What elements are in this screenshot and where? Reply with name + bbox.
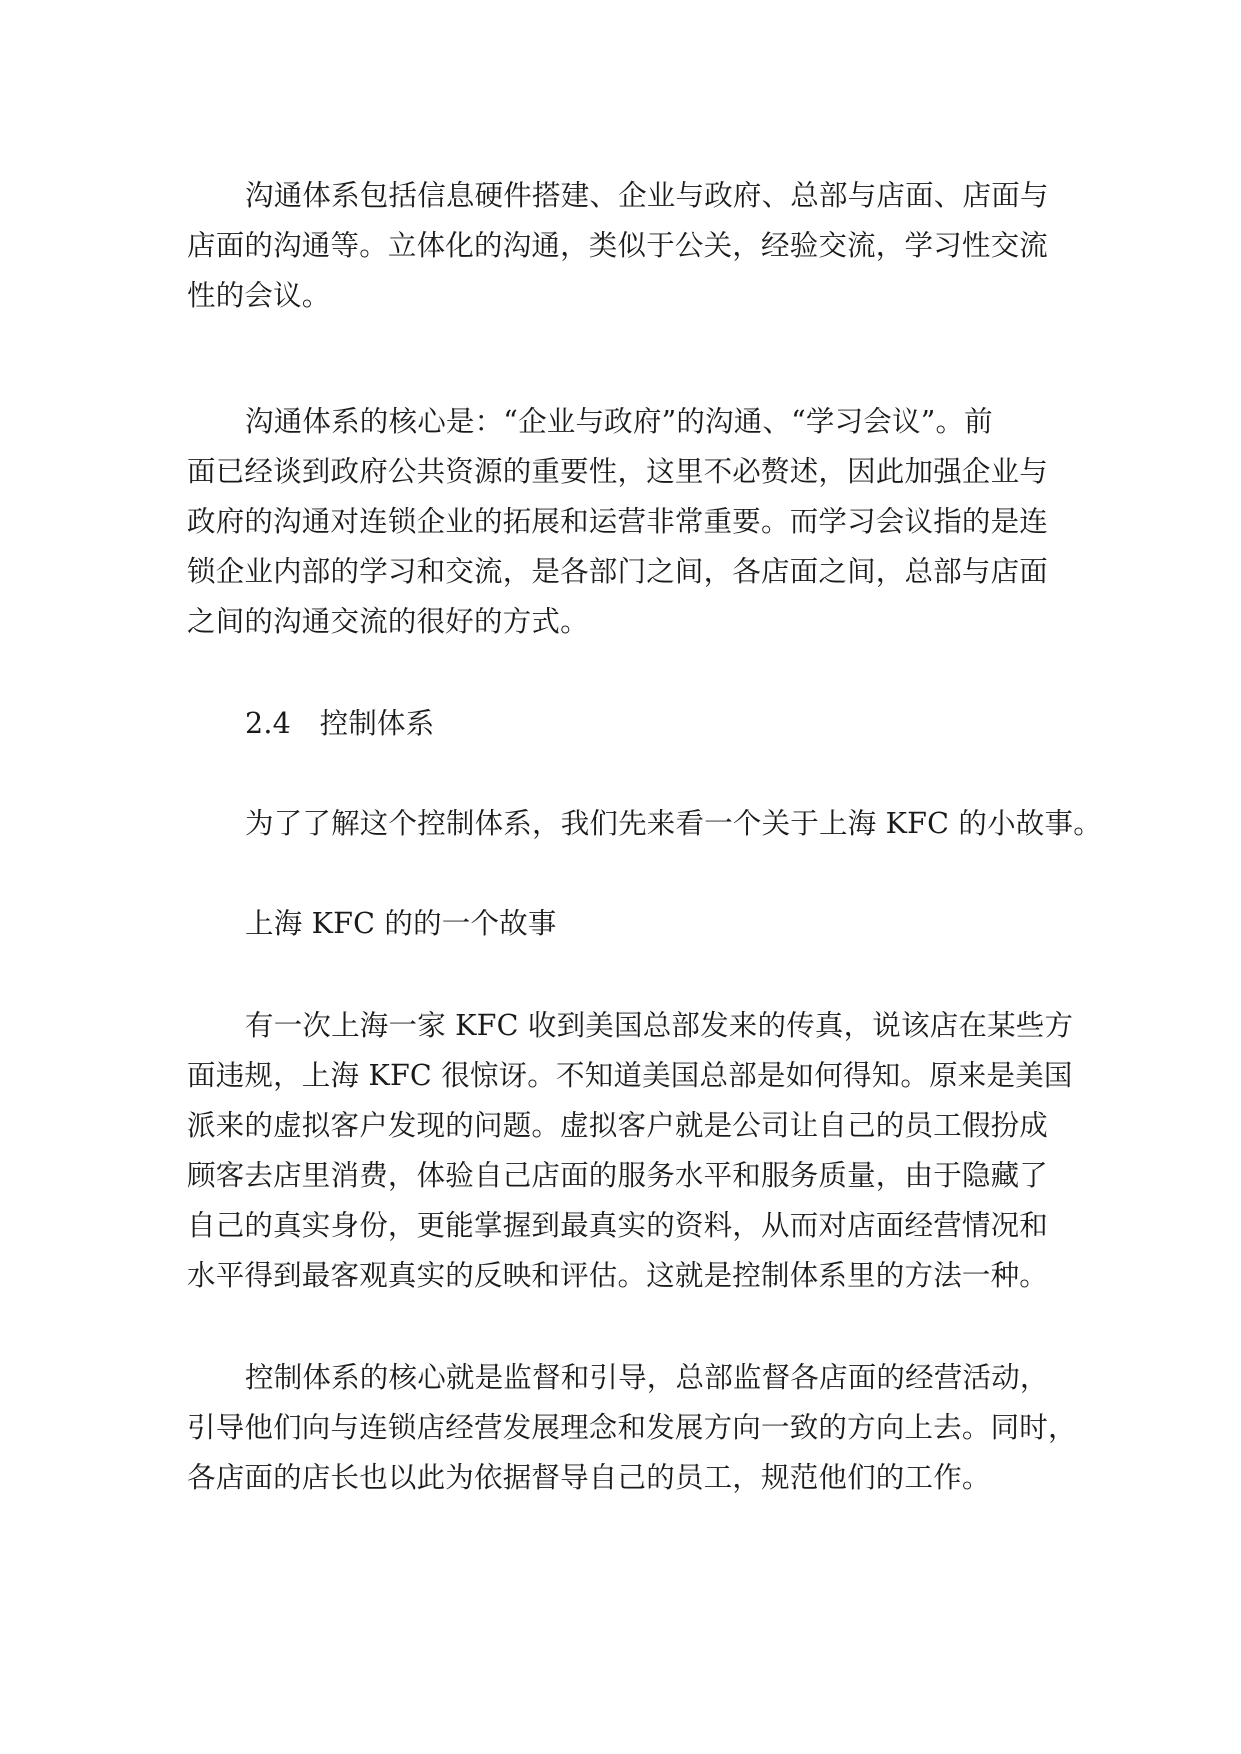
paragraph-line: 有一次上海一家 KFC 收到美国总部发来的传真，说该店在某些方: [245, 1009, 1074, 1042]
story-title: 上海 KFC 的的一个故事: [245, 907, 557, 940]
paragraph-line: 各店面的店长也以此为依据督导自己的员工，规范他们的工作。: [187, 1461, 991, 1494]
paragraph-line: 店面的沟通等。立体化的沟通，类似于公关，经验交流，学习性交流: [187, 229, 1049, 262]
section-heading: 2.4 控制体系: [245, 707, 435, 740]
paragraph-line: 沟通体系的核心是：“企业与政府”的沟通、“学习会议”。前: [245, 405, 993, 438]
paragraph-line: 锁企业内部的学习和交流，是各部门之间，各店面之间，总部与店面: [187, 555, 1049, 588]
paragraph-line: 性的会议。: [187, 279, 331, 312]
paragraph-line: 为了了解这个控制体系，我们先来看一个关于上海 KFC 的小故事。: [245, 807, 1102, 840]
paragraph-line: 面违规，上海 KFC 很惊讶。不知道美国总部是如何得知。原来是美国: [187, 1059, 1073, 1092]
paragraph-line: 政府的沟通对连锁企业的拓展和运营非常重要。而学习会议指的是连: [187, 505, 1049, 538]
paragraph-line: 引导他们向与连锁店经营发展理念和发展方向一致的方向上去。同时，: [187, 1411, 1077, 1444]
paragraph-line: 水平得到最客观真实的反映和评估。这就是控制体系里的方法一种。: [187, 1259, 1049, 1292]
paragraph-line: 面已经谈到政府公共资源的重要性，这里不必赘述，因此加强企业与: [187, 455, 1049, 488]
paragraph-line: 沟通体系包括信息硬件搭建、企业与政府、总部与店面、店面与: [245, 179, 1049, 212]
paragraph-line: 派来的虚拟客户发现的问题。虚拟客户就是公司让自己的员工假扮成: [187, 1109, 1049, 1142]
paragraph-line: 顾客去店里消费，体验自己店面的服务水平和服务质量，由于隐藏了: [187, 1159, 1049, 1192]
paragraph-line: 控制体系的核心就是监督和引导，总部监督各店面的经营活动，: [245, 1361, 1049, 1394]
paragraph-line: 之间的沟通交流的很好的方式。: [187, 605, 589, 638]
paragraph-line: 自己的真实身份，更能掌握到最真实的资料，从而对店面经营情况和: [187, 1209, 1049, 1242]
